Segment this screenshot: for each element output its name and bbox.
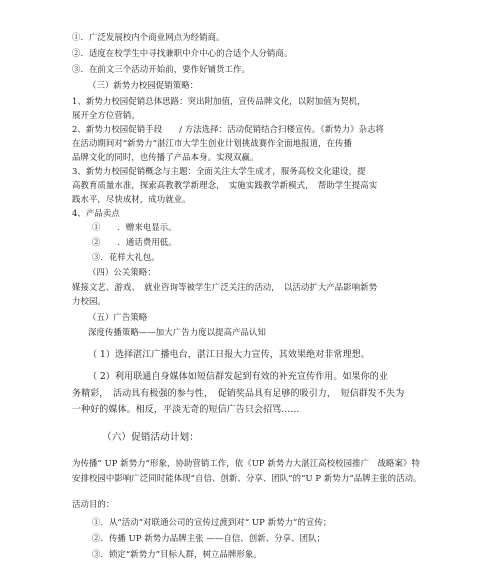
text-line: 力校园。	[72, 296, 106, 306]
section-heading: （四）公关策略：	[88, 267, 156, 277]
text-line: 1、新势力校园促销总体思路：突出附加值，宣传品牌文化，以附加值为契机，	[72, 96, 366, 106]
text-line: ②．适度在校学生中寻找兼职中介中心的合适个人分销商。	[72, 48, 293, 58]
text-line: 为传播“ UP 新势力”形象，协助营销工作，依《UP 新势力大湛江高校校园推广 战略案》特	[72, 458, 420, 468]
list-item: ② ．通话费用低。	[92, 237, 177, 247]
text-line: 践水平，尽快成材，成功就业。	[72, 194, 191, 204]
list-item: ③．锁定“新势力”目标人群，树立品牌形象。	[92, 549, 262, 559]
text-line: 高教育质量水准，探索高教教学新理念， 实施实践教学新模式， 帮助学生提高实	[72, 180, 378, 190]
section-heading: （三）新势力校园促销策略：	[88, 80, 199, 90]
text-line: ①．广泛发展校内个商业网点为经销商。	[72, 32, 225, 42]
text-line: ③．在前文三个活动开始前，要作好铺货工作。	[72, 64, 250, 74]
list-item: ③．花样大礼包。	[92, 252, 160, 262]
text-line: 安排校园中影响广泛同时能体现“自信、创新、分享、团队”的“U P 新势力”品牌主张的活动。	[72, 473, 422, 483]
text-line: 4、产品卖点	[72, 208, 120, 218]
list-item: ① ．赠来电显示。	[92, 222, 177, 232]
text-line: 3、新势力校园促销概念与主题：全面关注大学生成才，服务高校文化建设，提	[72, 166, 366, 176]
section-heading: （五）广告策略	[88, 312, 148, 322]
text-line: 品牌文化的同时，也传播了产品本身。实现双赢。	[72, 152, 259, 162]
section-heading: （六）促销活动计划：	[102, 432, 199, 443]
text-line: （ 2）利用联通自身媒体如短信群发起到有效的补充宣传作用。如果你的业	[88, 372, 388, 382]
text-line: 活动目的：	[72, 499, 115, 509]
text-line: 务精彩， 活动具有极强的参与性， 促销奖品具有足够的吸引力， 短信群发不失为	[72, 389, 405, 399]
text-line: 在活动期间对“新势力”湛江市大学生创业计划挑战赛作全面地报道，在传播	[72, 138, 352, 148]
text-line: 一种好的媒体。相反，平淡无奇的短信广告只会招骂……	[72, 405, 300, 415]
list-item: ②．传播 UP 新势力品牌主张 ——自信、创新、分享、团队；	[92, 533, 326, 543]
text-line: 展开全方位营销。	[72, 110, 140, 120]
text-line: （ 1）选择湛江广播电台，湛江日报大力宣传，其效果绝对非常理想。	[88, 350, 370, 360]
list-item: ①．从“活动”对联通公司的宣传过渡到对“ UP 新势力”的宣传；	[92, 517, 332, 527]
text-line: 媒接文艺、游戏、 就业咨询等被学生广泛关注的活动， 以活动扩大产品影响新势	[72, 282, 378, 292]
text-line: 深度传播策略——加大广告力度以提高产品认知	[88, 327, 266, 337]
text-line: 2、新势力校园促销手段 / 方法选择：活动促销结合扫楼宣传。《新势力》杂志将	[72, 124, 385, 134]
